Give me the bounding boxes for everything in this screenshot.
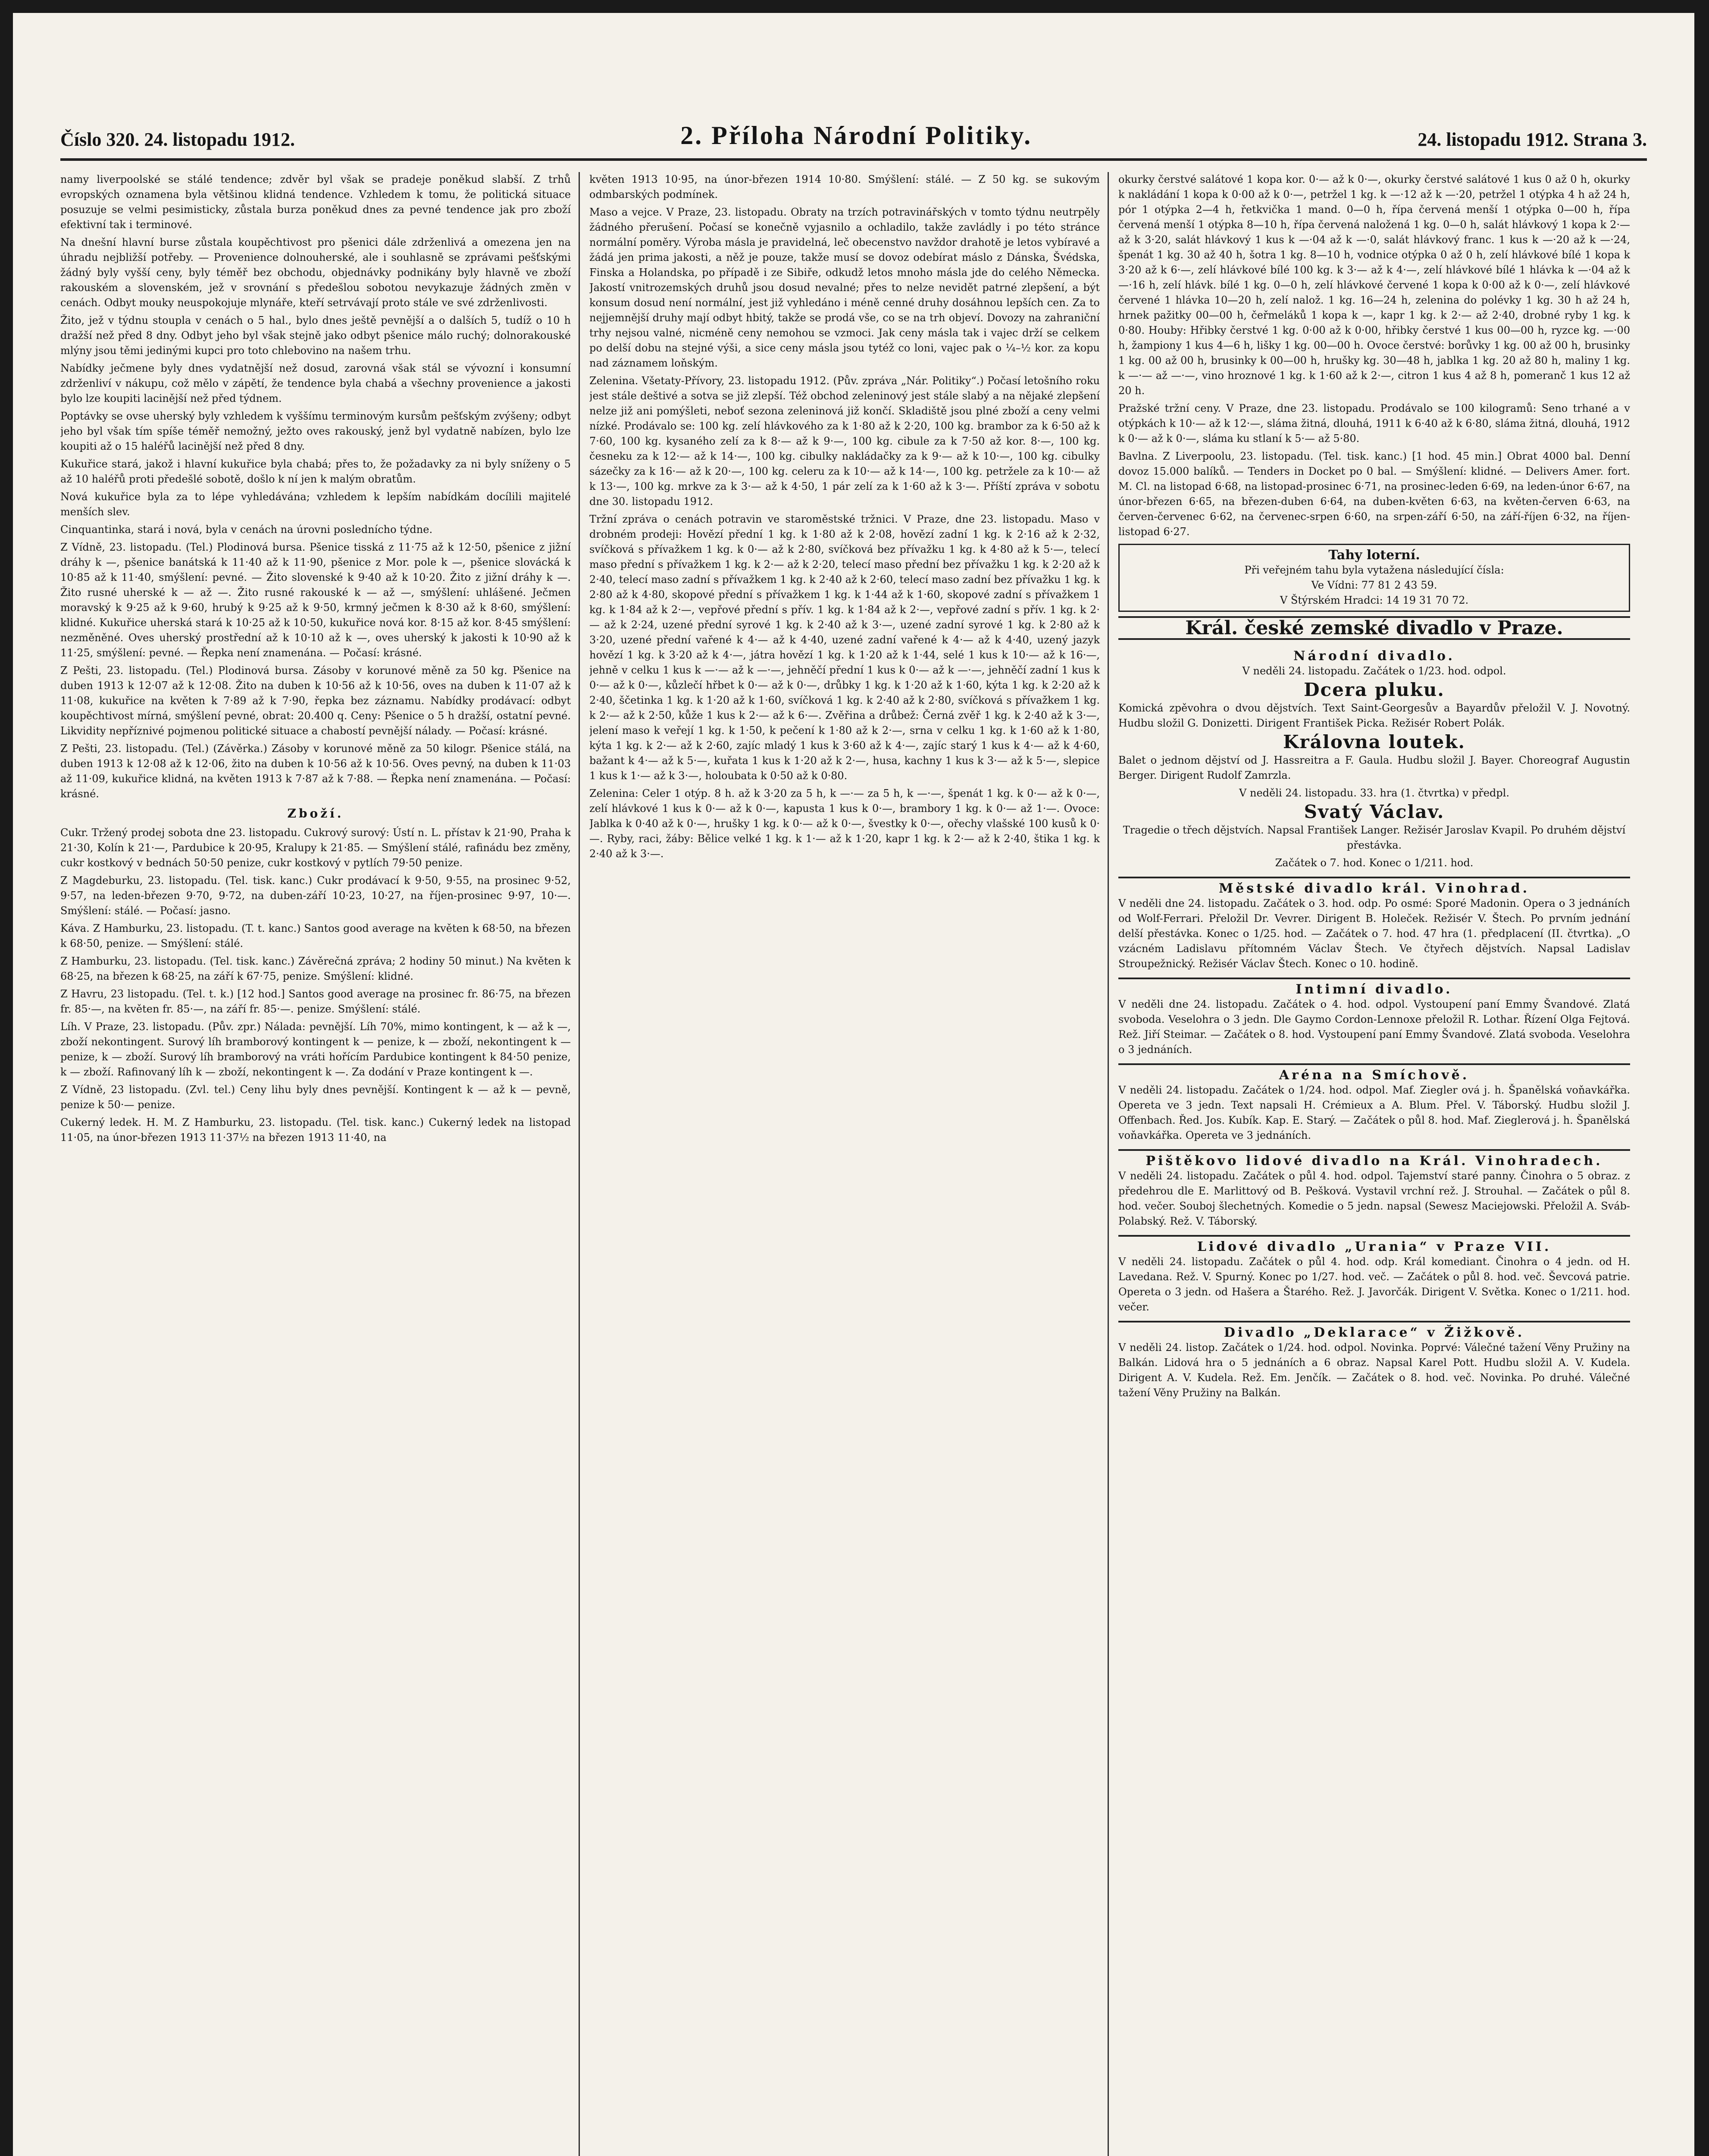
play-title: Královna loutek.	[1283, 731, 1465, 752]
article-paragraph: Cinquantinka, stará i nová, byla v cenách na úrovni poslednícho týdne.	[60, 523, 433, 536]
article-paragraph: Z Vídně, 23. listopadu. (Tel.) Plodinová bursa. Pšenice tisská z 11·75 až k 12·50, pšenice z jižní dráhy k —, pšenice banátská k 11·40 až k 11·90, pšenice z Mor. pole k —, pšenice slovácká k 10·85 až k 11·40, smýšlení: pevné. — Žito slovenské k 9·40 až k 10·20. Žito z jižní dráhy k —. Žito rusné uherské k — až —. Žito rusné rakouské k — až —, smýšlení: uhlášené. Ječmen moravský k 9·25 až k 9·60, hrubý k 9·25 až k 9·50, krmný ječmen k 8·30 až k 8·60, smýšlení: klidné. Kukuřice uherská stará k 10·25 až k 10·50, kukuřice nová kor. 8·15 až kor. 8·45 smýšlení: nezměněné. Oves uherský prostřední až k 10·10 až k —, oves uherský k jakosti k 10·90 až k 11·25, smýšlení: pevné. — Řepka není znamenána. — Počasí: krásné.	[60, 541, 571, 659]
article-paragraph: Bavlna. Z Liverpoolu, 23. listopadu. (Tel. tisk. kanc.) [1 hod. 45 min.] Obrat 4000 bal. Denní dovoz 15.000 balíků. — Tenders in Docket po 0 bal. — Smýšlení: klidné. — Delivers Amer. fort. M. Cl. na listopad 6·68, na listopad-prosinec 6·71, na prosinec-leden 6·69, na leden-únor 6·67, na únor-březen 6·65, na březen-duben 6·64, na duben-květen 6·63, na květen-červen 6·63, na červen-červenec 6·62, na červenec-srpen 6·60, na srpen-září 6·50, na září-říjen 6·32, na říjen-listopad 6·27.	[1118, 450, 1630, 538]
venue-narodni: Národní divadlo.	[1293, 649, 1455, 664]
venue-vinohrady: Městské divadlo král. Vinohrad.	[1118, 877, 1630, 896]
article-paragraph: Na dnešní hlavní burse zůstala koupěchtivost pro pšenici dále zdrženlivá a omezena jen na úhradu nejbližší potřeby. — Provenience dolnouherské, ale i souhlasně se zprávami pešťskými žádný byly vyšší ceny, byly téměř bez obchodu, objednávky podnikány byly hlavně ve zboží rakouském a slovenském, jež v srovnání s předešlou sobotou nevykazuje žádných změn v cenách. Odbyt mouky neuspokojuje mlynáře, kteří setrvávají proto stále ve své zdrženlivosti.	[60, 236, 571, 309]
article-paragraph: květen 1913 10·95, na únor-březen 1914 10·80. Smýšlení: stálé. — Z 50 kg. se sukovým odmbarských podmínek.	[589, 173, 1100, 201]
performance-time: Začátek o 7. hod. Konec o 1/211. hod.	[1275, 857, 1474, 869]
article-paragraph: Pražské tržní ceny. V Praze, dne 23. listopadu. Prodávalo se 100 kilogramů: Seno trhané a v otýpkách k 10·— až k 12·—, sláma žitná, dlouhá, 1911 k 6·40 až k 6·80, sláma žitná, dlouhá, 1912 k 0·— až k 0·—, sláma ku stlaní k 5·— až 5·80.	[1118, 402, 1630, 445]
column-1	[60, 172, 580, 2156]
venue-program: V neděli dne 24. listopadu. Začátek o 4. hod. odpol. Vystoupení paní Emmy Švandové. Zlatá svoboda. Veselohra o 3 jedn. Dle Gaymo Cordon-Lennoxe přeložil R. Lothar. Řízení Olga Fejtová. Rež. Jiří Steimar. — Začátek o 8. hod. Vystoupení paní Emmy Švandové. Zlatá svoboda. Veselohra o 3 jednáních.	[1118, 998, 1630, 1056]
lottery-box	[1118, 544, 1630, 612]
column-2	[589, 172, 1109, 2156]
columns	[60, 172, 1647, 2156]
page-header	[60, 121, 1647, 161]
play-description: Komická zpěvohra o dvou dějstvích. Text Saint-Georgesův a Bayardův přeložil V. J. Novotný. Hudbu složil G. Donizetti. Dirigent František Picka. Režisér Robert Polák.	[1118, 702, 1630, 729]
lottery-graz: V Štýrském Hradci: 14 19 31 70 72.	[1280, 594, 1469, 606]
venue-intimni: Intimní divadlo.	[1118, 978, 1630, 997]
article-paragraph: Z Havru, 23 listopadu. (Tel. t. k.) [12 hod.] Santos good average na prosinec fr. 86·75, na březen fr. 85·—, na květen fr. 85·—, na září fr. 85·—. penize. Smýšlení: stálé.	[60, 988, 571, 1015]
play-title: Svatý Václav.	[1304, 801, 1445, 822]
play-description: Tragedie o třech dějstvích. Napsal František Langer. Režisér Jaroslav Kvapil. Po druhém dějství přestávka.	[1123, 824, 1626, 851]
article-paragraph: Nabídky ječmene byly dnes vydatnější než dosud, zarovná však stál se vývozní i konsumní zdrženliví v nákupu, což mělo v zápětí, že tendence byla chabá a všechny provenience a jakosti bylo lze koupiti lacinější než před týdnem.	[60, 362, 571, 404]
article-paragraph: Cukerný ledek. H. M. Z Hamburku, 23. listopadu. (Tel. tisk. kanc.) Cukerný ledek na listopad 11·05, na únor-březen 1913 11·37½ na březen 1913 11·40, na	[60, 1116, 571, 1144]
article-paragraph: Z Pešti, 23. listopadu. (Tel.) Plodinová bursa. Zásoby v korunové měně za 50 kg. Pšenice na duben 1913 k 12·07 až k 12·08. Žito na duben k 10·56 až k 10·56, oves na duben k 11·07 až k 11·08, kukuřice na květen k 7·89 až k 7·90, řepka bez záznamu. Nabídky prodávací: odbyt koupěchtivost mírná, smýšlení pevné, obrat: 20.400 q. Ceny: Pšenice o 5 h dražší, ostatní pevné. Likvidity nepříznivé pojmenou politické situace a chabostí pevnější nálady. — Počasí: krásné.	[60, 664, 571, 737]
article-paragraph: Tržní zpráva o cenách potravin ve staroměstské tržnici. V Praze, dne 23. listopadu. Maso v drobném prodeji: Hovězí přední 1 kg. k 1·80 až k 2·08, hovězí zadní 1 kg. k 2·16 až k 2·32, svíčková s přívažkem 1 kg. k 0·— až k 2·80, svíčková bez přívažku 1 kg. k 4·80 až k 5·—, telecí maso přední s přívažkem 1 kg. k 2·— až k 2·20, telecí maso přední bez přívažku 1 kg. k 2·20 až k 2·40, telecí maso zadní s přívažkem 1 kg. k 2·40 až k 2·60, telecí maso zadní bez přívažku 1 kg. k 2·80 až k 4·80, skopové přední s přívažkem 1 kg. k 1·44 až k 1·60, skopové zadní s přívažkem 1 kg. k 1·84 až k 2·—, vepřové přední s přív. 1 kg. k 1·84 až k 2·—, vepřové zadní s přív. 1 kg. k 2·— až k 2·24, uzené přední syrové 1 kg. k 2·40 až k 3·—, uzené zadní syrové 1 kg. k 2·80 až k 3·20, uzené přední vařené k 4·— až k 4·40, uzené zadní vařené k 4·— až k 4·40, uzený jazyk hovězí 1 kg. k 3·20 až k 4·—, játra hovězí 1 kg. k 1·20 až k 1·44, selé 1 kus k 10·— až k 16·—, jehně v celku 1 kus k —·— až k —·—, jehněčí přední 1 kus k 0·— až k —·—, jehněčí zadní 1 kus k 0·— až k 0·—, kůzlečí hřbet k 0·— až k 0·—, drůbky 1 kg. k 1·20 až k 1·60, kýta 1 kg. k 2·20 až k 2·40, ščetinka 1 kg. k 1·20 až k 1·60, svíčková 1 kg. k 2·40 až k 2·80, svíčková s přívažkem 1 kg. k 2·— až k 2·50, kůže 1 kus k 2·— až k 6·—. Zvěřina a drůbež: Černá zvěř 1 kg. k 2·40 až k 3·—, jelení maso k veřejí 1 kg. k 1·50, k pečení k 1·80 až k 2·—, srna v celku 1 kg. k 1·60 až k 1·80, kýta 1 kg. k 2·— až k 2·60, zajíc mladý 1 kus k 3·60 až k 4·—, zajíc starý 1 kus k 4·— až k 4·60, bažant k 4·— až k 5·—, kuřata 1 kus k 1·20 až k 2·—, husa, kachny 1 kus k 3·— až k 5·—, slepice 1 kus k 1·— až k 3·—, holoubata k 0·50 až k 0·80.	[589, 513, 1100, 782]
article-paragraph: Žito, jež v týdnu stoupla v cenách o 5 hal., bylo dnes ještě pevnější a o dalších 5, tudíž o 10 h dražší než před 8 dny. Odbyt jeho byl však stejně jako odbyt pšenice málo ruchý; dolnorakouské mlýny jsou těmi jedinými kupci pro toto chlebovino na našem trhu.	[60, 314, 571, 357]
venue-program: V neděli 24. listopadu. Začátek o půl 4. hod. odp. Král komediant. Činohra o 4 jedn. od H. Lavedana. Rež. V. Spurný. Konec po 1/27. hod. več. — Začátek o půl 8. hod. več. Ševcová patrie. Opereta o 3 jedn. od Hašera a Štarého. Rež. J. Javorčák. Dirigent V. Světka. Konec o 1/211. hod. večer.	[1118, 1256, 1630, 1313]
article-paragraph: Z Hamburku, 23. listopadu. (Tel. tisk. kanc.) Závěrečná zpráva; 2 hodiny 50 minut.) Na květen k 68·25, na březen k 68·25, na září k 67·75, penize. Smýšlení: klidné.	[60, 955, 571, 982]
play-description: Balet o jednom dějství od J. Hassreitra a F. Gaula. Hudbu složil J. Bayer. Choreograf Augustin Berger. Dirigent Rudolf Zamrzla.	[1118, 754, 1630, 781]
venue-program: V neděli dne 24. listopadu. Začátek o 3. hod. odp. Po osmé: Sporé Madonin. Opera o 3 jednáních od Wolf-Ferrari. Přeložil Dr. Vevrer. Dirigent B. Holeček. Režisér V. Štech. Po prvním jednání delší přestávka. Konec o 1/25. hod. — Začátek o 7. hod. 47 hra (1. předplacení (II. čtvrtka). „O vzácném Ladislavu přítomném Václav Štech. Ve čtyřech dějstvích. Napsal Ladislav Stroupežnický. Režisér Václav Štech. Konec o 10. hodině.	[1118, 897, 1630, 970]
article-paragraph: Z Pešti, 23. listopadu. (Tel.) (Závěrka.) Zásoby v korunové měně za 50 kilogr. Pšenice stálá, na duben 1913 k 12·08 až k 12·06, žito na duben k 10·56 až k 10·56. Oves pevný, na duben k 11·03 až 11·09, kukuřice klidná, na květen 1913 k 7·87 až k 7·88. — Řepka není znamenána. — Počasí: krásné.	[60, 743, 571, 800]
section-heading-zbozi: Zboží.	[287, 806, 344, 821]
lottery-title: Tahy loterní.	[1328, 548, 1420, 563]
article-paragraph: Zelenina: Celer 1 otýp. 8 h. až k 3·20 za 5 h, k —·— za 5 h, k —·—, špenát 1 kg. k 0·— až k 0·—, zelí hlávkové 1 kus k 0·— až k 0·—, kapusta 1 kus k 0·—, brambory 1 kg. k 0·— až 1·—. Ovoce: Jablka k 0·40 až k 0·—, hrušky 1 kg. k 0·— až k 0·—, švestky k 0·—, ořechy vlašské 100 kusů k 0·—. Ryby, raci, žáby: Bělice velké 1 kg. k 1·— až k 1·20, kapr 1 kg. k 2·— až k 2·40, štika 1 kg. k 2·40 až k 3·—.	[589, 787, 1100, 860]
article-paragraph: Z Vídně, 23 listopadu. (Zvl. tel.) Ceny lihu byly dnes pevnější. Kontingent k — až k — pevně, penize k 50·— penize.	[60, 1084, 571, 1111]
article-paragraph: Maso a vejce. V Praze, 23. listopadu. Obraty na trzích potravinářských v tomto týdnu neutrpěly žádného přerušení. Počasí se konečně vyjasnilo a ochladilo, takže zavládly i po této stránce normální poměry. Výroba másla je pravidelná, leč obecenstvo navždor drahotě je letos vybíravé a žádá jen prima jakosti, a něž je pouze, takže musí se dovoz odebírat máslo z Dánska, Švédska, Finska a Holandska, po případě i ze Sibiře, odkudž letos mnoho másla jde do celého Německa. Jakostí vnitrozemských druhů jsou dosud nevalné; přes to nelze nevidět patrné zlepšení, a být konsum dosud není normální, jest již vyhledáno i méně cenné druhy dosáhnou lepších cen. Za to nejjemnější druhy mají odbyt hbitý, takže se prodá vše, co se na trh objeví. Dovozy na zahraniční trhy nejsou valné, nicméně ceny nemohou se vzmoci. Jak ceny másla tak i vajec drží se celkem po delší dobu na stejné výši, a sice ceny másla jsou tytéž co loni, vajec pak o ¼–½ kor. za kopu nad záznamem loňským.	[589, 206, 1100, 369]
article-paragraph: Z Magdeburku, 23. listopadu. (Tel. tisk. kanc.) Cukr prodávací k 9·50, 9·55, na prosinec 9·52, 9·57, na leden-březen 9·70, 9·72, na duben-září 10·23, 10·27, na říjen-prosinec 9·97, 10·—. Smýšlení: stálé. — Počasí: jasno.	[60, 874, 571, 917]
article-paragraph: Káva. Z Hamburku, 23. listopadu. (T. t. kanc.) Santos good average na květen k 68·50, na březen k 68·50, penize. — Smýšlení: stálé.	[60, 922, 571, 950]
article-paragraph: Kukuřice stará, jakož i hlavní kukuřice byla chabá; přes to, že požadavky za ni byly sníženy o 5 až 10 haléřů proti předešlé sobotě, došlo k ní jen k malým obratům.	[60, 458, 571, 485]
masthead: 2. Příloha Národní Politiky.	[680, 121, 1033, 150]
article-paragraph: Líh. V Praze, 23. listopadu. (Pův. zpr.) Nálada: pevnější. Líh 70%, mimo kontingent, k — až k —, zboží nekontingent. Surový líh bramborový kontingent k — penize, k — zboží, nekontingent k — penize, k — zboží. Surový líh bramborový na vráti hořícím Pardubice kontingent k 84·50 penize, k — zboží. Rafinovaný líh k — zboží, nekontingent k —. Za dodání v Praze kontingent k —.	[60, 1021, 571, 1078]
venue-program: V neděli 24. listopadu. Začátek o půl 4. hod. odpol. Tajemství staré panny. Činohra o 5 obraz. z předehrou dle E. Marlittový od B. Pešková. Vystavil vrchní rež. J. Strouhal. — Začátek o půl 8. hod. večer. Souboj šlechetných. Komedie o 5 jedn. napsal (Sewesz Maciejowski. Přeložil A. Sváb-Polabský. Rež. V. Táborský.	[1118, 1170, 1630, 1227]
issue-number: Číslo 320. 24. listopadu 1912.	[60, 129, 295, 150]
play-title: Dcera pluku.	[1304, 679, 1445, 700]
lottery-vienna: Ve Vídni: 77 81 2 43 59.	[1311, 579, 1437, 591]
venue-arena: Aréna na Smíchově.	[1118, 1063, 1630, 1083]
venue-deklarace: Divadlo „Deklarace“ v Žižkově.	[1118, 1321, 1630, 1340]
theatre-heading: Král. české zemské divadlo v Praze.	[1118, 616, 1630, 640]
performance-time: V neděli 24. listopadu. Začátek o 1/23. hod. odpol.	[1242, 665, 1506, 677]
lottery-subtitle: Při veřejném tahu byla vytažena následující čísla:	[1244, 564, 1504, 576]
venue-program: V neděli 24. listop. Začátek o 1/24. hod. odpol. Novinka. Poprvé: Válečné tažení Věny Pružiny na Balkán. Lidová hra o 5 jednáních a 6 obraz. Napsal Karel Pott. Hudbu složil A. V. Kudela. Dirigent A. V. Kudela. Rež. Em. Jenčík. — Začátek o 8. hod. več. Novinka. Po druhé. Válečné tažení Věny Pružiny na Balkán.	[1118, 1341, 1630, 1399]
article-paragraph: Poptávky se ovse uherský byly vzhledem k vyššímu terminovým kursům pešťským zvýšeny; odbyt jeho byl však tím spíše téměř nemožný, ježto oves rakouský, jenž byl vydatně nabízen, bylo lze koupiti až o 15 haléřů lacinější než před 8 dny.	[60, 410, 571, 452]
venue-urania: Lidové divadlo „Urania“ v Praze VII.	[1118, 1235, 1630, 1254]
article-paragraph: Nová kukuřice byla za to lépe vyhledávána; vzhledem k lepším nabídkám docílili majitelé menších slev.	[60, 491, 571, 518]
venue-pistek: Pištěkovo lidové divadlo na Král. Vinohradech.	[1118, 1149, 1630, 1169]
article-paragraph: okurky čerstvé salátové 1 kopa kor. 0·— až k 0·—, okurky čerstvé salátové 1 kus 0 až 0 h, okurky k nakládání 1 kopa k 0·00 až k 0·—, petržel 1 kg. k —·12 až k —·20, petržel 1 otýpka 4 h až 24 h, pór 1 otýpka 2—4 h, řetkvička 1 mand. 0—0 h, řípa červená menší 1 otýpka 0—00 h, řípa červená menší 1 otýpka 8—10 h, řípa červená naložená 1 kg. 0—0 h, salát hlávkový 1 kopa k 2·— až k 3·20, salát hlávkový 1 kus k —·04 až k —·0, salát hlávkový franc. 1 kus k —·20 až k —·24, špenát 1 kg. 30 až 40 h, šotra 1 kg. 8—10 h, vodnice otýpka 0 až 0 h, zelí hlávkové bílé 1 kopa k 3·20 až k 6·—, zelí hlávkové bílé 100 kg. k 3·— až k 4·—, zelí hlávkové bílé 1 hlávka k —·04 až k —·16 h, zelí hlávk. bílé 1 kg. 0—0 h, zelí hlávkové červené 1 kopa k 0·00 až k 0·—, zelí hlávkové červené 1 hlávka 10—20 h, zelí nalož. 1 kg. 16—24 h, zelenina do polévky 1 kg. 30 h až 24 h, hrnek pažitky 00—00 h, čeřmeláků 1 kopa k —, kapr 1 kg. k 2·— až 2·40, drobné ryby 1 kg. k 0·80. Houby: Hřibky čerstvé 1 kg. 0·00 až k 0·00, hřibky čerstvé 1 kus 00—00 h, ryzce kg. —·00 h, žampiony 1 kus 4—6 h, lišky 1 kg. 00—00 h. Ovoce čerstvé: borůvky 1 kg. 00 až 00 h, brusinky 1 kg. 00 až 00 h, brusinky k 00—00 h, hrušky kg. 30—48 h, jablka 1 kg. 20 až 80 h, maliny 1 kg. k —·— až —·—, vino hroznové 1 kg. k 1·60 až k 2·—, citron 1 kus 4 až 8 h, pomeranč 1 kus 12 až 20 h.	[1118, 173, 1630, 397]
article-paragraph: Cukr. Tržený prodej sobota dne 23. listopadu. Cukrový surový: Ústí n. L. přístav k 21·90, Praha k 21·30, Kolín k 21·—, Pardubice k 20·95, Kralupy k 21·85. — Smýšlení stálé, rafinádu bez změny, cukr kostkový v bednách 50·50 penize, cukr kostkový v pytlích 79·50 penize.	[60, 827, 571, 869]
page-number: 24. listopadu 1912. Strana 3.	[1418, 129, 1647, 150]
newspaper-page	[13, 13, 1694, 2156]
column-3	[1118, 172, 1638, 2156]
article-paragraph: namy liverpoolské se stálé tendence; zdvěr byl však se pradeje poněkud slabší. Z trhů evropských oznamena byla většinou klidná tendence. Vzhledem k tomu, že politická situace posuzuje se velmi pesimisticky, zůstala burza poněkud dnes za pevné tendence jak pro zboží efektivní tak i terminové.	[60, 173, 571, 231]
venue-program: V neděli 24. listopadu. Začátek o 1/24. hod. odpol. Maf. Ziegler ová j. h. Španělská voňavkářka. Opereta ve 3 jedn. Text napsali H. Crémieux a A. Blum. Přel. V. Táborský. Hudbu složil J. Offenbach. Řed. Jos. Kubík. Kap. E. Starý. — Začátek o půl 8. hod. Maf. Zieglerová j. h. Španělská voňavkářka. Opereta ve 3 jednáních.	[1118, 1084, 1630, 1141]
performance-time: V neděli 24. listopadu. 33. hra (1. čtvrtka) v předpl.	[1239, 787, 1509, 799]
article-paragraph: Zelenina. Všetaty-Přívory, 23. listopadu 1912. (Pův. zpráva „Nár. Politiky“.) Počasí letošního roku jest stále deštivé a sotva se již zlepší. Též obchod zeleninový jest stále slabý a na nějaké zlepšení nelze již ani pomýšleti, neboť sezona zeleninová již končí. Skladiště jsou plné zboží a ceny velmi nízké. Prodávalo se: 100 kg. zelí hlávkového za k 1·80 až k 2·20, 100 kg. brambor za k 6·50 až k 7·60, 100 kg. kysaného zelí za k 8·— až k 9·—, 100 kg. cibule za k 7·50 až kor. 8·—, 100 kg. česneku za k 12·— až k 14·—, 100 kg. cibulky nakládačky za k 9·— až k 10·—, 100 kg. cibulky sázečky za k 16·— až k 20·—, 100 kg. celeru za k 10·— až k 14·—, 100 kg. petržele za k 10·— až k 13·—, 100 kg. mrkve za k 3·— až k 4·50, 1 pár zelí za k 1·60 až k 3·—. Příští zpráva v sobotu dne 30. listopadu 1912.	[589, 375, 1100, 508]
